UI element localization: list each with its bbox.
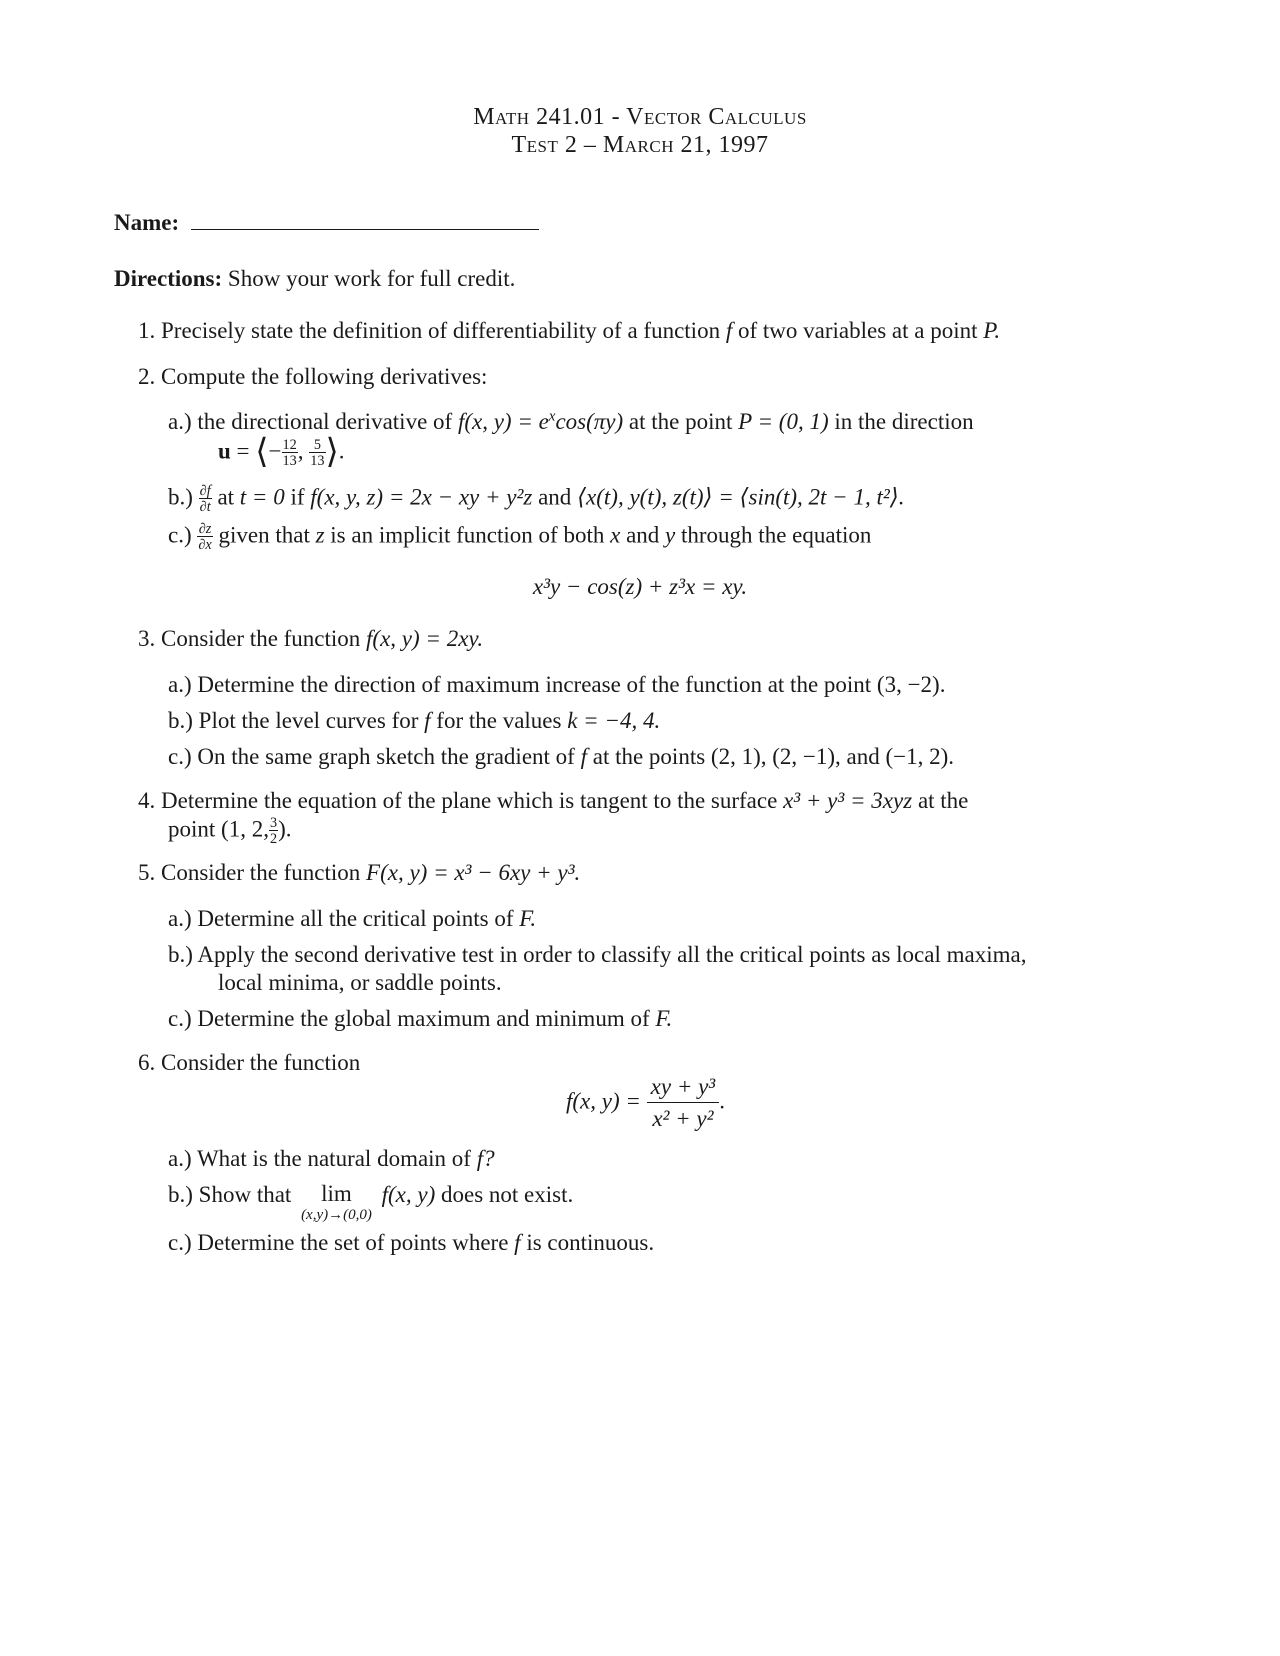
problem-6b-text1: Show that [198, 1182, 292, 1207]
problem-4-fraction [269, 816, 278, 847]
problem-1-var-p: P. [983, 318, 1001, 343]
problem-3c-text2: at the points (2, 1), (2, −1), and (−1, 2). [592, 744, 955, 769]
u-fraction-2-num: 5 [309, 438, 325, 453]
problem-1-var-f: f [725, 318, 733, 343]
problem-2c-equation: x³y − cos(z) + z³x = xy. [532, 574, 748, 599]
problem-3c-text1: On the same graph sketch the gradient of [197, 744, 575, 769]
problem-2b-label: b.) [168, 484, 193, 510]
problem-3c-label: c.) [168, 744, 192, 769]
directions-label: Directions: [114, 266, 223, 291]
problem-5c-label: c.) [168, 1006, 192, 1031]
problem-1-number: 1. [138, 318, 156, 343]
problem-2b-partial-num: ∂f [199, 483, 211, 499]
problem-2a-point: P = (0, 1) [738, 409, 829, 434]
problem-2b-cond: t = 0 [239, 484, 285, 510]
problem-1 [138, 318, 1000, 344]
problem-5 [138, 860, 580, 886]
test-title: Test 2 – March 21, 1997 [511, 132, 769, 158]
problem-6b-limit [301, 1182, 372, 1223]
problem-6b [168, 1182, 573, 1223]
problem-3a [168, 672, 945, 698]
problem-2b-text3: and [538, 484, 572, 510]
problem-4-text2: at the [917, 788, 969, 813]
left-angle-bracket: ⟨ [255, 433, 269, 471]
problem-2c-y: y [665, 522, 676, 548]
problem-2-number: 2. [138, 364, 156, 389]
problem-3-number: 3. [138, 626, 156, 651]
u-fraction-1-den: 13 [282, 453, 297, 470]
problem-6a-f: f? [476, 1146, 495, 1171]
problem-5c-text: Determine the global maximum and minimum of [197, 1006, 650, 1031]
problem-4-text3: point [168, 816, 216, 842]
problem-4-line2 [168, 816, 292, 847]
problem-2a-text2: at the point [628, 409, 733, 434]
right-angle-bracket: ⟩ [325, 433, 339, 471]
name-row [114, 210, 539, 236]
problem-5-number: 5. [138, 860, 156, 885]
problem-4-number: 4. [138, 788, 156, 813]
problem-6-text: Consider the function [161, 1050, 361, 1075]
problem-2a-text1: the directional derivative of [197, 409, 453, 434]
problem-2c-text3: and [626, 522, 660, 548]
problem-5c [168, 1006, 672, 1032]
problem-4-point-a: (1, 2, [221, 816, 269, 842]
problem-3b-vals: k = −4, 4. [567, 708, 661, 733]
problem-2b-partial [199, 484, 212, 515]
problem-2b-text2: if [290, 484, 305, 510]
problem-6c-label: c.) [168, 1230, 192, 1255]
problem-3c [168, 744, 954, 770]
name-label: Name: [114, 210, 180, 235]
u-fraction-1-num: 12 [282, 437, 297, 453]
directions-text: Show your work for full credit. [227, 266, 516, 291]
problem-3a-label: a.) [168, 672, 192, 697]
problem-3a-text: Determine the direction of maximum increase of the function at the point (3, −2). [197, 672, 946, 697]
problem-5a-text: Determine all the critical points of [197, 906, 514, 931]
problem-6-denominator: x² + y² [652, 1106, 714, 1132]
problem-3-text: Consider the function [161, 626, 361, 651]
problem-2-text: Compute the following derivatives: [161, 364, 488, 389]
problem-6b-lim-subscript: (x,y)→(0,0) [301, 1207, 372, 1223]
problem-2 [138, 364, 487, 390]
problem-5b-line2: local minima, or saddle points. [218, 970, 502, 995]
problem-2b-text1: at [217, 484, 235, 510]
problem-6c-text1: Determine the set of points where [197, 1230, 509, 1255]
problem-6c-f: f [514, 1230, 521, 1255]
u-fraction-2 [309, 438, 325, 469]
problem-6b-func: f(x, y) [381, 1182, 436, 1207]
problem-6c [168, 1230, 654, 1256]
problem-5-func: F(x, y) = x³ − 6xy + y³. [366, 860, 581, 885]
problem-2b [168, 484, 904, 515]
problem-1-text-a: Precisely state the definition of differentiability of a function [161, 318, 721, 343]
problem-2a-label: a.) [168, 409, 192, 434]
problem-6-number: 6. [138, 1050, 156, 1075]
problem-2c-text1: given that [218, 522, 310, 548]
problem-4-surface: x³ + y³ = 3xyz [783, 788, 913, 813]
problem-5c-F: F. [655, 1006, 673, 1031]
problem-4-fraction-den: 2 [269, 831, 278, 848]
problem-6 [138, 1050, 360, 1076]
problem-6b-label: b.) [168, 1182, 193, 1207]
problem-3b-text2: for the values [436, 708, 562, 733]
problem-3b-text1: Plot the level curves for [198, 708, 419, 733]
problem-6-numerator: xy + y³ [647, 1074, 720, 1103]
directions [114, 266, 515, 292]
problem-2c-partial [197, 522, 212, 553]
problem-2a-func: f(x, y) = e [457, 409, 549, 434]
problem-2a-exponent: x [548, 408, 556, 425]
name-blank-line [191, 229, 539, 230]
problem-2c-partial-den: ∂x [198, 537, 212, 554]
problem-2b-curve: ⟨x(t), y(t), z(t)⟩ = ⟨sin(t), 2t − 1, t²⟩. [577, 484, 905, 510]
problem-5a-F: F. [519, 906, 537, 931]
problem-2a-func2: cos(πy) [555, 409, 624, 434]
problem-6c-text2: is continuous. [526, 1230, 655, 1255]
problem-6-dot: . [719, 1088, 725, 1114]
problem-5a-label: a.) [168, 906, 192, 931]
problem-2a-text3: in the direction [834, 409, 974, 434]
problem-4 [138, 788, 968, 814]
problem-5b-label: b.) [168, 942, 193, 967]
vector-u-label: u [218, 438, 231, 464]
course-title: Math 241.01 - Vector Calculus [473, 104, 807, 130]
problem-3c-f: f [580, 744, 587, 769]
problem-1-text-b: of two variables at a point [737, 318, 978, 343]
problem-5-text: Consider the function [161, 860, 361, 885]
problem-2c-partial-num: ∂z [198, 521, 212, 537]
vector-u-equals: = [236, 438, 250, 464]
problem-4-text1: Determine the equation of the plane which is tangent to the surface [161, 788, 778, 813]
problem-6b-lim-word: lim [321, 1181, 352, 1206]
u-fraction-1 [282, 438, 298, 469]
problem-3 [138, 626, 483, 652]
problem-2c-label: c.) [168, 522, 192, 548]
direction-vector: u = ⟨− $\frac{12}{13}$ , $\frac{5}{13}$ ⟩. [218, 433, 345, 471]
problem-5a [168, 906, 536, 932]
problem-6-fraction [647, 1074, 720, 1133]
problem-3b-f: f [424, 708, 431, 733]
problem-5b-text1: Apply the second derivative test in order to classify all the critical points as local maxima, [197, 942, 1027, 967]
problem-4-fraction-num: 3 [269, 815, 278, 831]
problem-6-function-display [566, 1074, 725, 1133]
problem-3b [168, 708, 660, 734]
problem-5b [168, 942, 1026, 968]
problem-6b-text2: does not exist. [441, 1182, 574, 1207]
problem-2c-text2: is an implicit function of both [330, 522, 605, 548]
problem-2b-partial-den: ∂t [199, 499, 211, 516]
u-fraction-2-den: 13 [310, 453, 325, 470]
problem-2b-func: f(x, y, z) = 2x − xy + y²z [310, 484, 533, 510]
problem-4-point-b: ). [278, 816, 292, 842]
problem-2a [168, 409, 974, 435]
problem-2c-z: z [315, 522, 325, 548]
problem-2c [168, 522, 871, 553]
problem-3-func: f(x, y) = 2xy. [366, 626, 484, 651]
problem-6a-label: a.) [168, 1146, 192, 1171]
problem-2c-x: x [610, 522, 621, 548]
problem-6a-text: What is the natural domain of [196, 1146, 471, 1171]
problem-6a [168, 1146, 495, 1172]
problem-6-lhs: f(x, y) = [566, 1088, 641, 1114]
problem-2c-text4: through the equation [681, 522, 872, 548]
problem-3b-label: b.) [168, 708, 193, 733]
